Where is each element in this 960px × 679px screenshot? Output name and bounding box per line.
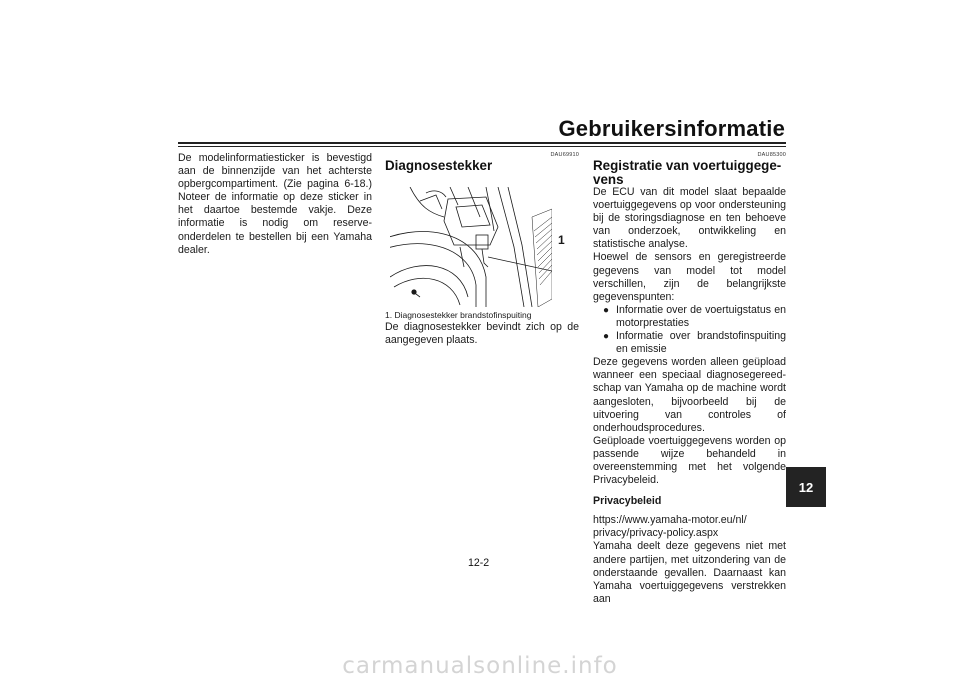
url-line-2: privacy/privacy-policy.aspx [593, 527, 719, 540]
list-item: ● Informatie over de voertuigstatus en motorprestaties [603, 304, 786, 330]
section-heading-registratie [593, 159, 786, 186]
figure-callout-number: 1 [558, 233, 565, 247]
heading-line-1: Registratie van voertuiggege- [593, 158, 782, 173]
page-number: 12-2 [468, 557, 490, 569]
chapter-tab: 12 [786, 467, 826, 507]
heading-line-2: vens [593, 171, 624, 187]
section-code: DAU85300 [757, 152, 786, 158]
column-middle [385, 152, 579, 347]
data-points-list [593, 304, 786, 356]
header-rule-thin [178, 146, 786, 147]
diagnostic-connector-illustration [390, 187, 552, 307]
figure-caption: 1. Diagnosestekker brandstofinspuiting [385, 309, 532, 320]
section-heading-diagnosestekker: Diagnosestekker [385, 158, 493, 173]
sensors-paragraph: Hoewel de sensors en geregistreerde gegevens van model tot model verschillen, zijn de belangrijkste gegevenspunten: [593, 251, 786, 303]
sharing-paragraph: Yamaha deelt deze gegevens niet met andere partijen, met uitzondering van de onderstaande gevallen. Daarnaast kan Yamaha voertuiggegevens verstrekken aan [593, 540, 786, 605]
privacy-url-link[interactable] [593, 514, 786, 540]
page-header-title: Gebruikersinformatie [558, 116, 785, 141]
url-line-1: https://www.yamaha-motor.eu/nl/ [593, 514, 747, 527]
privacy-handling-paragraph: Geüploade voertuiggegevens worden op passende wijze behandeld in overeenstemming met het volgende Privacybeleid. [593, 434, 786, 487]
column-right [593, 152, 786, 606]
upload-paragraph: Deze gegevens worden alleen geüpload wanneer een speciaal diagnosegereedschap van Yamaha op de machine wordt aangesloten, bijvoorbeeld bij de uitvoering van controles of onderhoudsprocedures. [593, 356, 786, 434]
ecu-paragraph: De ECU van dit model slaat bepaalde voertuiggegevens op voor ondersteuning bij de storingsdiagnose en ten behoeve van onderzoek, ontwikkeling en statistische analyse. [593, 186, 786, 251]
list-item: ● Informatie over brandstofinspuiting en emissie [603, 330, 786, 356]
section-code: DAU69910 [550, 152, 579, 158]
privacy-subheading: Privacybeleid [593, 495, 662, 508]
model-sticker-paragraph: De modelinformatiesticker is bevestigd aan de binnenzijde van het achterste opbergcompartiment. (Zie pagina 6-18.) Noteer de informatie op deze sticker in het daartoe bestemde vakje. Deze informatie is nodig om reserve-onderdelen te bestellen bij een Yamaha dealer. [178, 152, 372, 256]
diagnostic-location-paragraph: De diagnosestekker bevindt zich op de aangegeven plaats. [385, 320, 579, 346]
watermark: carmanualsonline.info [342, 653, 618, 679]
column-left [178, 152, 372, 257]
header-rule-thick [178, 142, 786, 144]
